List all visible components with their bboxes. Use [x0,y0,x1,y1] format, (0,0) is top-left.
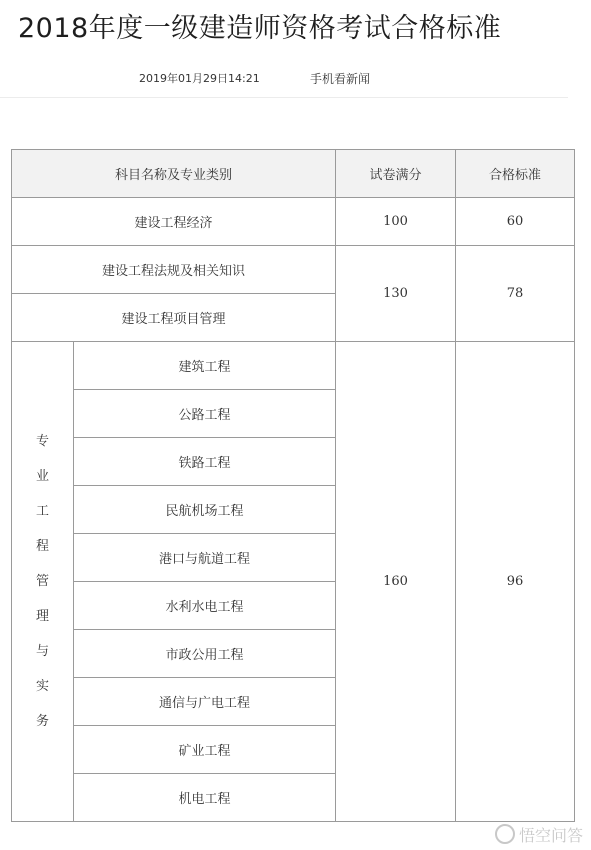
specialty-cell: 公路工程 [74,390,336,438]
pass-score-cell: 60 [456,198,575,246]
header-pass-score: 合格标准 [456,150,575,198]
table-header-row [12,150,575,198]
pass-score-cell: 78 [456,246,575,342]
group-label-char: 与 [35,644,49,659]
group-label-char: 管 [35,574,49,589]
subject-cell: 建设工程项目管理 [12,294,336,342]
pass-score-cell: 96 [456,342,575,822]
wukong-logo-icon [495,824,515,844]
watermark [495,823,583,846]
group-label-char: 理 [35,609,49,624]
table-row [12,246,575,294]
specialty-cell: 通信与广电工程 [74,678,336,726]
group-label-char: 程 [35,539,49,554]
full-score-cell: 100 [336,198,456,246]
header-full-score: 试卷满分 [336,150,456,198]
article-title: 2018年度一级建造师资格考试合格标准 [18,13,502,44]
table-row [12,342,575,390]
full-score-cell: 160 [336,342,456,822]
specialty-cell: 水利水电工程 [74,582,336,630]
specialty-cell: 民航机场工程 [74,486,336,534]
subject-cell: 建设工程法规及相关知识 [12,246,336,294]
group-label-char: 工 [35,504,49,519]
watermark-text: 悟空问答 [518,826,583,845]
score-table [11,149,575,822]
subject-cell: 建设工程经济 [12,198,336,246]
specialty-cell: 机电工程 [74,774,336,822]
specialty-cell: 市政公用工程 [74,630,336,678]
header-divider [0,97,568,98]
publish-date: 2019年01月29日14:21 [139,72,260,85]
header-subject: 科目名称及专业类别 [12,150,336,198]
specialty-cell: 矿业工程 [74,726,336,774]
group-label-char: 务 [35,714,49,729]
source-link[interactable]: 手机看新闻 [310,72,371,86]
practice-group-label [12,342,74,822]
full-score-cell: 130 [336,246,456,342]
specialty-cell: 铁路工程 [74,438,336,486]
group-label-char: 专 [35,434,49,449]
specialty-cell: 港口与航道工程 [74,534,336,582]
specialty-cell: 建筑工程 [74,342,336,390]
group-label-char: 实 [35,679,49,694]
group-label-char: 业 [35,469,49,484]
table-row [12,198,575,246]
